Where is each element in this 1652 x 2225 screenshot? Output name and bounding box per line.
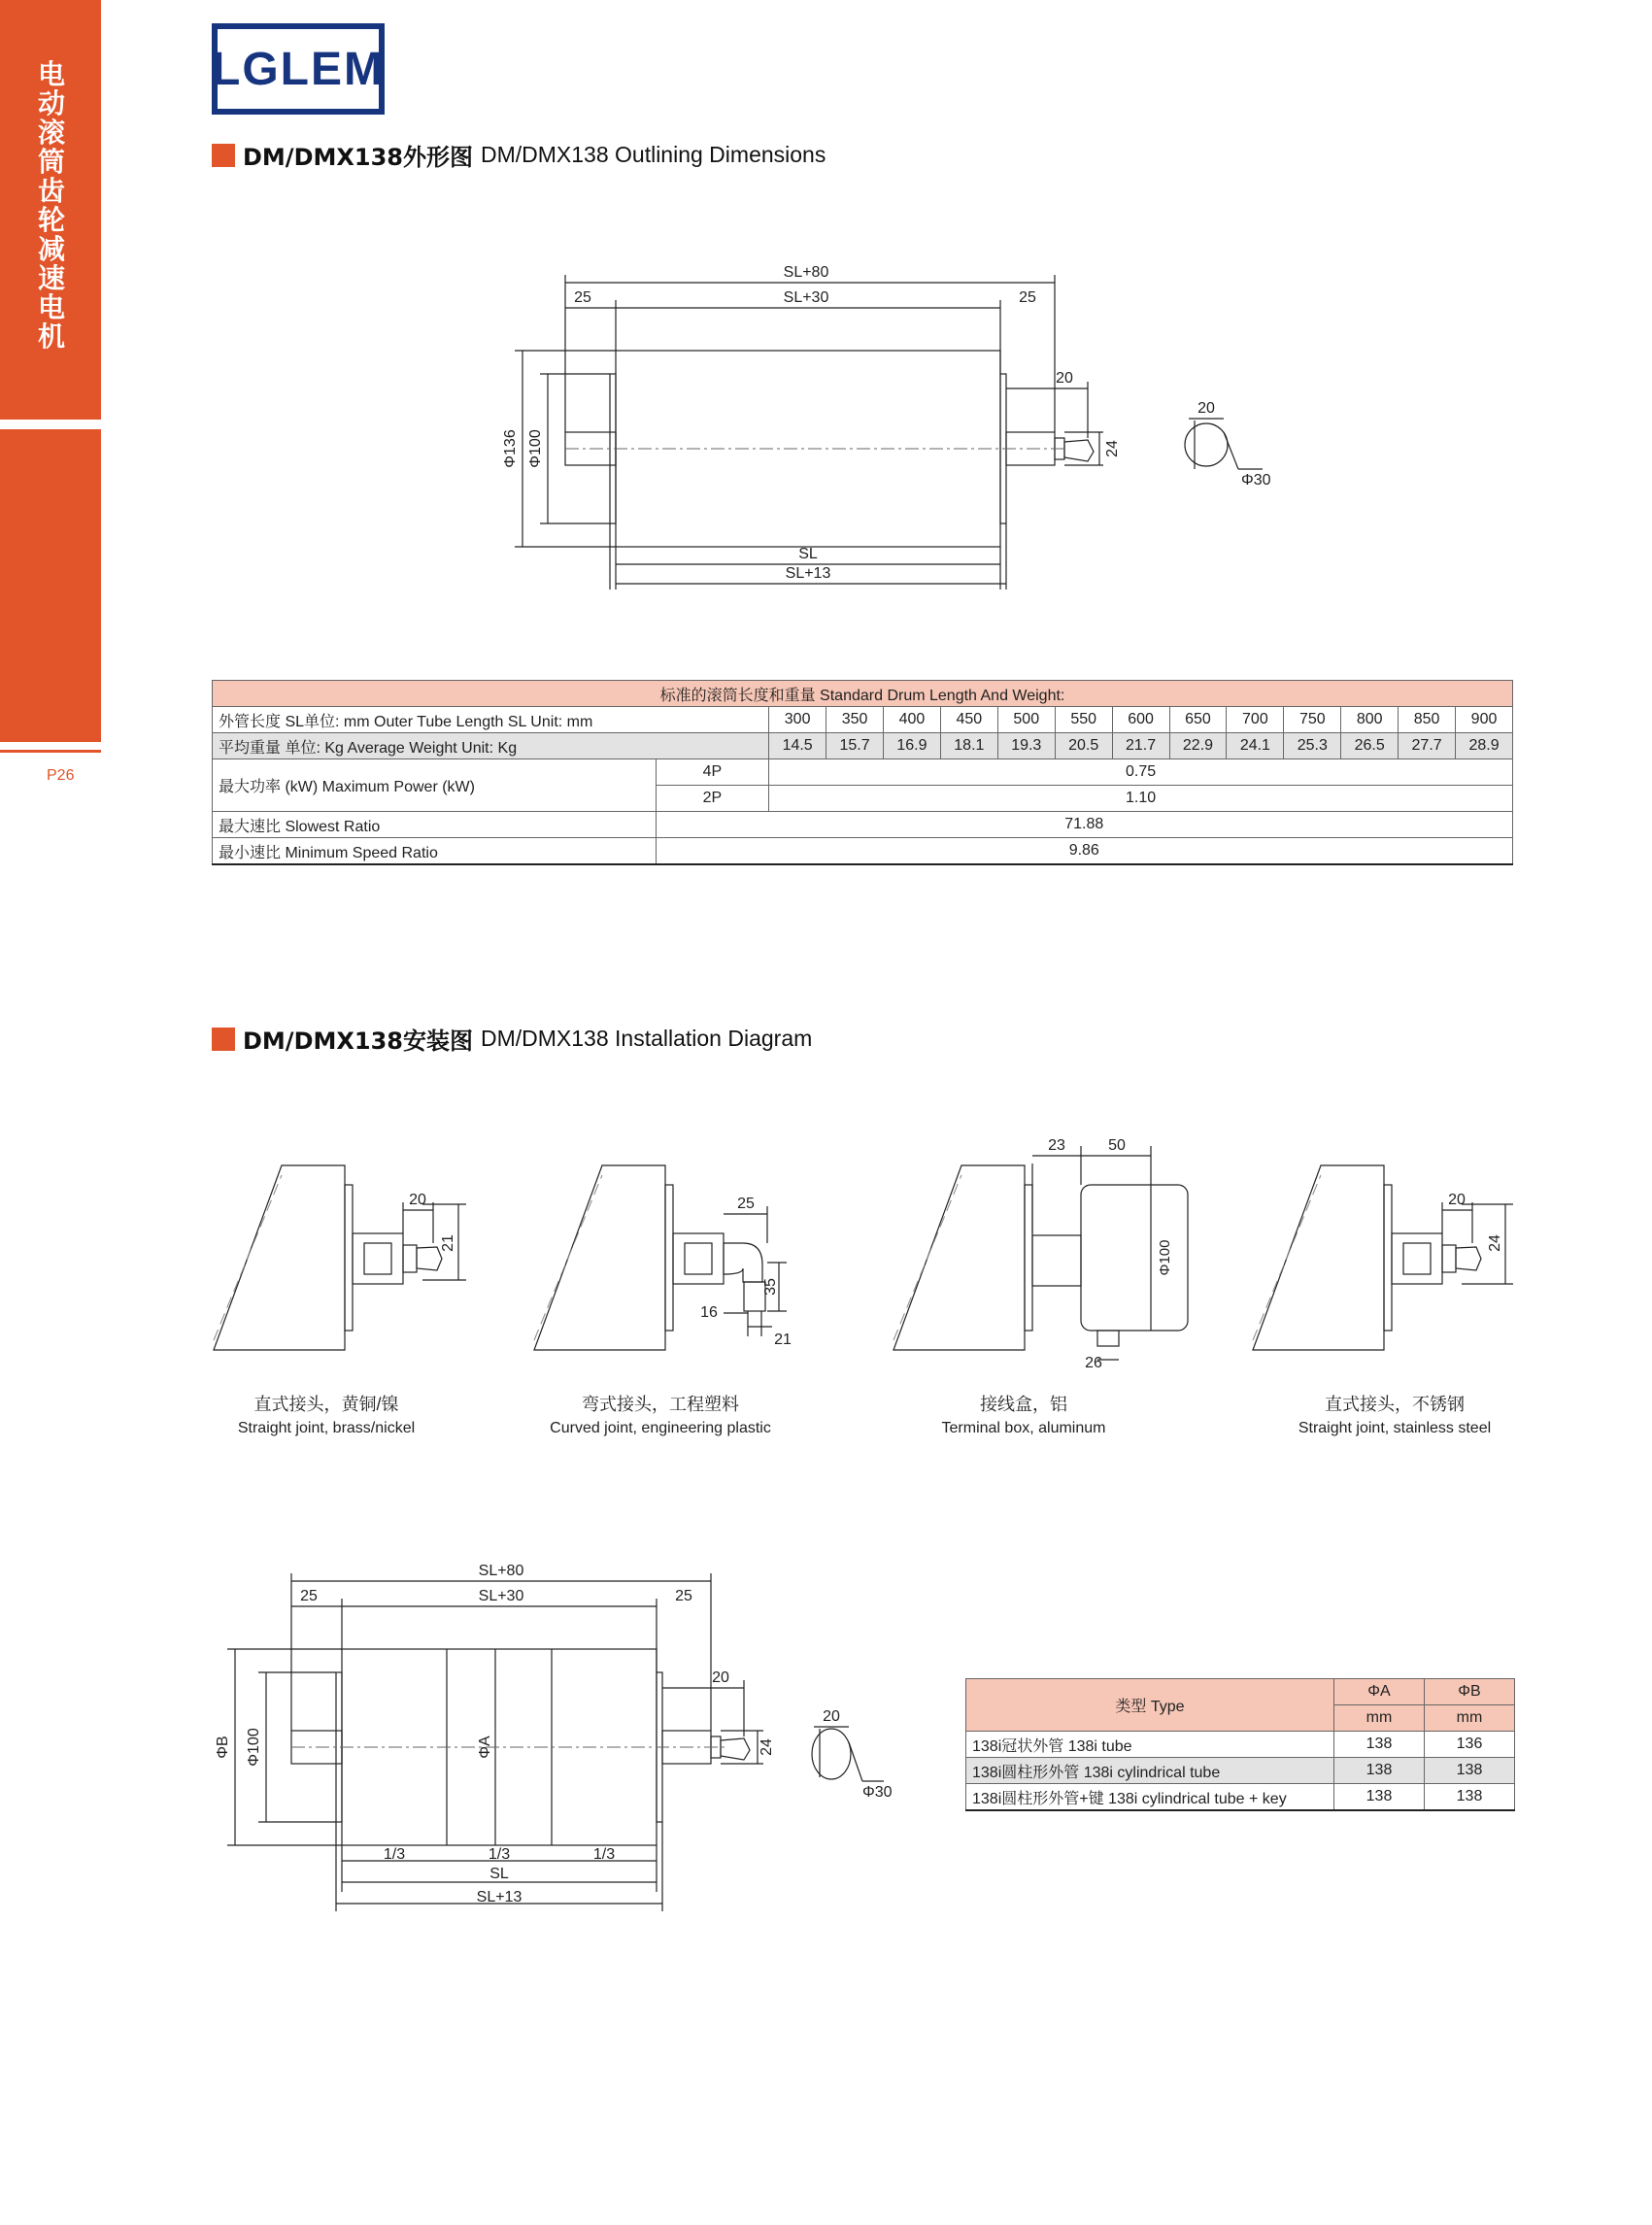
slowest-ratio-row xyxy=(213,812,1513,838)
terminal-dim-50: 50 xyxy=(1108,1137,1126,1154)
joint2-caption-cn: 弯式接头，工程塑料 xyxy=(582,1395,739,1414)
section-marker xyxy=(212,144,235,167)
section-title-cn: DM/DMX138外形图 xyxy=(243,144,473,171)
weight-cell: 19.3 xyxy=(997,733,1055,759)
type-cell: 138i冠状外管 138i tube xyxy=(966,1732,1334,1758)
installation-drawing xyxy=(214,1552,893,1921)
section-title-en: DM/DMX138 Installation Diagram xyxy=(480,1026,813,1051)
section-heading-outline xyxy=(212,138,826,172)
length-cell: 800 xyxy=(1341,707,1399,733)
phiA-cell: 138 xyxy=(1334,1732,1425,1758)
dim-24: 24 xyxy=(1104,440,1121,457)
dim2-24: 24 xyxy=(759,1738,775,1756)
length-cell: 500 xyxy=(997,707,1055,733)
joint3-caption-cn: 接线盒，铝 xyxy=(980,1395,1067,1414)
dim2-phiA: ΦA xyxy=(477,1736,493,1759)
length-cell: 550 xyxy=(1055,707,1112,733)
table-row xyxy=(966,1758,1515,1784)
type-cell: 138i圆柱形外管+键 138i cylindrical tube + key xyxy=(966,1784,1334,1811)
length-cell: 750 xyxy=(1284,707,1341,733)
joint4-caption-cn: 直式接头，不锈钢 xyxy=(1325,1395,1465,1414)
power-4p-row xyxy=(213,759,1513,786)
dim2-third-3: 1/3 xyxy=(592,1846,616,1863)
spec-table-title: 标准的滚筒长度和重量 Standard Drum Length And Weight: xyxy=(213,681,1513,707)
joint2-dim-21: 21 xyxy=(774,1332,792,1348)
dim-sl80: SL+80 xyxy=(783,264,829,281)
phiA-cell: 138 xyxy=(1334,1758,1425,1784)
phiA-cell: 138 xyxy=(1334,1784,1425,1811)
phiB-col-header: ΦB xyxy=(1425,1679,1515,1705)
weight-cell: 14.5 xyxy=(769,733,826,759)
brand-logo xyxy=(212,23,385,115)
category-title-cn: 电动滚筒齿轮减速电机 xyxy=(37,58,65,353)
length-cell: 400 xyxy=(884,707,941,733)
section-marker xyxy=(212,1028,235,1051)
joint2-dim-35: 35 xyxy=(762,1278,779,1296)
type-table-header-row xyxy=(966,1679,1515,1705)
dim2-20: 20 xyxy=(712,1669,729,1686)
power-label: 最大功率 (kW) Maximum Power (kW) xyxy=(213,759,657,812)
phiB-cell: 136 xyxy=(1425,1732,1515,1758)
phiA-col-header: ΦA xyxy=(1334,1679,1425,1705)
weight-cell: 25.3 xyxy=(1284,733,1341,759)
sidebar-divider xyxy=(0,750,101,753)
type-col-header: 类型 Type xyxy=(966,1679,1334,1732)
min-speed-ratio-value: 9.86 xyxy=(656,838,1512,865)
section-title-cn: DM/DMX138安装图 xyxy=(243,1028,473,1055)
weight-cell: 24.1 xyxy=(1227,733,1284,759)
dim2-third-2: 1/3 xyxy=(488,1846,511,1863)
dim-20: 20 xyxy=(1056,370,1073,387)
dim2-25-right: 25 xyxy=(675,1588,692,1604)
joint-straight-steel-drawing xyxy=(1243,1146,1525,1360)
dim-25-left: 25 xyxy=(574,289,591,306)
length-cell: 450 xyxy=(940,707,997,733)
weight-cell: 22.9 xyxy=(1169,733,1227,759)
weight-label: 平均重量 单位: Kg Average Weight Unit: Kg xyxy=(213,733,769,759)
weight-cell: 20.5 xyxy=(1055,733,1112,759)
phiB-cell: 138 xyxy=(1425,1758,1515,1784)
joint3-caption-en: Terminal box, aluminum xyxy=(941,1420,1106,1436)
length-cell: 700 xyxy=(1227,707,1284,733)
table-row xyxy=(966,1732,1515,1758)
dim2-third-1: 1/3 xyxy=(383,1846,406,1863)
weight-cell: 21.7 xyxy=(1112,733,1169,759)
terminal-dim-phi100: Φ100 xyxy=(1157,1239,1173,1276)
joint2-dim-25: 25 xyxy=(737,1196,755,1212)
joint4-caption-en: Straight joint, stainless steel xyxy=(1298,1420,1492,1436)
dim2-sl30: SL+30 xyxy=(478,1588,524,1604)
joint2-caption-en: Curved joint, engineering plastic xyxy=(550,1420,771,1436)
dim-25-right: 25 xyxy=(1019,289,1036,306)
dim-phi100: Φ100 xyxy=(527,429,544,468)
joint1-caption xyxy=(181,1391,472,1437)
dim2-sl: SL xyxy=(489,1866,509,1882)
spec-table xyxy=(212,680,1513,865)
section-heading-installation xyxy=(212,1022,812,1056)
min-speed-ratio-row xyxy=(213,838,1513,865)
end-dim-20: 20 xyxy=(1197,400,1215,417)
length-cell: 300 xyxy=(769,707,826,733)
dim-sl30: SL+30 xyxy=(783,289,829,306)
page-number: P26 xyxy=(47,767,75,784)
end-dim-phi30: Φ30 xyxy=(1241,472,1271,489)
phiA-unit: mm xyxy=(1334,1705,1425,1732)
joint-straight-brass-drawing xyxy=(204,1146,486,1360)
spec-table-title-row xyxy=(213,681,1513,707)
sidebar-band xyxy=(0,0,101,420)
category-title-en: MOTOR ROLLER xyxy=(55,936,72,1084)
joint1-caption-en: Straight joint, brass/nickel xyxy=(237,1420,416,1436)
dim-sl: SL xyxy=(798,546,818,562)
length-cell: 650 xyxy=(1169,707,1227,733)
weight-cell: 16.9 xyxy=(884,733,941,759)
power-4p-label: 4P xyxy=(656,759,769,786)
length-cell: 600 xyxy=(1112,707,1169,733)
dim2-end-20: 20 xyxy=(823,1708,840,1725)
outline-drawing xyxy=(486,248,1282,597)
weight-cell: 26.5 xyxy=(1341,733,1399,759)
terminal-dim-26: 26 xyxy=(1085,1355,1102,1371)
length-cell: 850 xyxy=(1399,707,1456,733)
length-cell: 350 xyxy=(826,707,884,733)
joint3-caption xyxy=(878,1391,1169,1437)
length-row xyxy=(213,707,1513,733)
terminal-dim-23: 23 xyxy=(1048,1137,1065,1154)
dim2-phiB: ΦB xyxy=(215,1736,231,1759)
phiB-cell: 138 xyxy=(1425,1784,1515,1811)
dim2-25-left: 25 xyxy=(300,1588,318,1604)
joint2-dim-16: 16 xyxy=(700,1304,718,1321)
slowest-ratio-label: 最大速比 Slowest Ratio xyxy=(213,812,657,838)
type-table xyxy=(965,1678,1515,1811)
joint4-dim-24: 24 xyxy=(1487,1234,1503,1252)
joint4-caption xyxy=(1249,1391,1540,1437)
weight-cell: 27.7 xyxy=(1399,733,1456,759)
weight-cell: 28.9 xyxy=(1456,733,1513,759)
min-speed-ratio-label: 最小速比 Minimum Speed Ratio xyxy=(213,838,657,865)
dim-sl13: SL+13 xyxy=(785,565,831,582)
terminal-box-drawing xyxy=(884,1127,1173,1371)
phiB-unit: mm xyxy=(1425,1705,1515,1732)
length-cell: 900 xyxy=(1456,707,1513,733)
joint1-dim-20: 20 xyxy=(409,1192,426,1208)
table-row xyxy=(966,1784,1515,1811)
joint2-caption xyxy=(515,1391,806,1437)
dim-phi136: Φ136 xyxy=(502,429,519,468)
logo-text: LGLEM xyxy=(212,43,385,95)
joint4-dim-20: 20 xyxy=(1448,1192,1466,1208)
joint1-caption-cn: 直式接头，黄铜/镍 xyxy=(253,1395,399,1414)
joint1-dim-21: 21 xyxy=(440,1234,456,1252)
joint-curved-plastic-drawing xyxy=(524,1146,806,1360)
type-cell: 138i圆柱形外管 138i cylindrical tube xyxy=(966,1758,1334,1784)
weight-row xyxy=(213,733,1513,759)
dim2-phi100: Φ100 xyxy=(246,1728,262,1767)
weight-cell: 18.1 xyxy=(940,733,997,759)
dim2-end-phi30: Φ30 xyxy=(862,1784,893,1801)
section-title-en: DM/DMX138 Outlining Dimensions xyxy=(480,142,826,167)
length-label: 外管长度 SL单位: mm Outer Tube Length SL Unit: mm xyxy=(213,707,769,733)
weight-cell: 15.7 xyxy=(826,733,884,759)
power-2p-label: 2P xyxy=(656,786,769,812)
power-4p-value: 0.75 xyxy=(769,759,1513,786)
power-2p-value: 1.10 xyxy=(769,786,1513,812)
dim2-sl80: SL+80 xyxy=(478,1563,524,1579)
slowest-ratio-value: 71.88 xyxy=(656,812,1512,838)
dim2-sl13: SL+13 xyxy=(476,1889,523,1905)
